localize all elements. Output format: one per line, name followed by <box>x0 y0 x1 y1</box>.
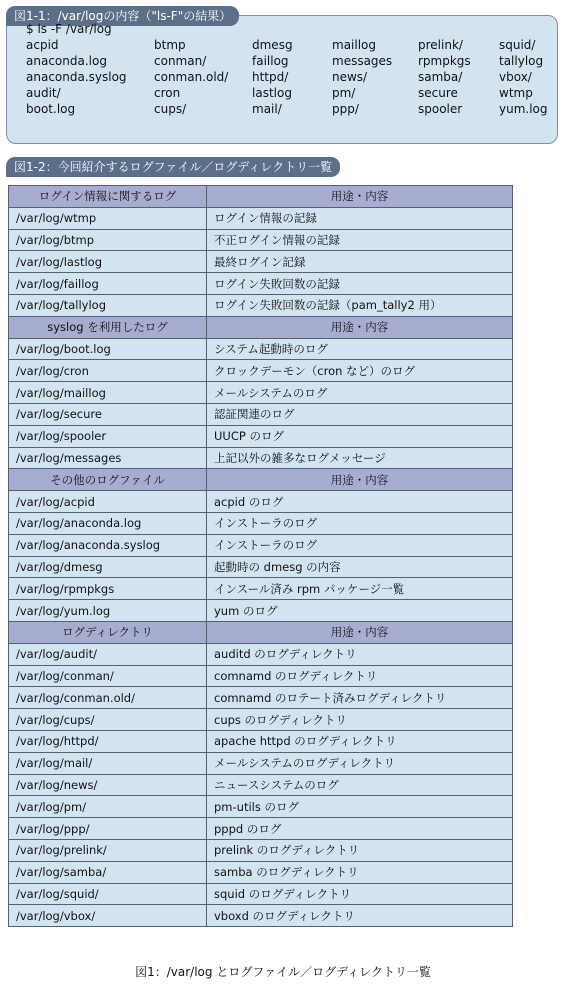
log-path: /var/log/lastlog <box>9 251 207 273</box>
section-title: ログイン情報に関するログ <box>9 186 207 208</box>
log-description: 最終ログイン記録 <box>207 251 513 273</box>
ls-entry: prelink/ <box>418 38 463 52</box>
log-path: /var/log/cups/ <box>9 709 207 731</box>
log-path: /var/log/prelink/ <box>9 839 207 861</box>
ls-entry: messages <box>332 54 393 68</box>
log-path: /var/log/spooler <box>9 425 207 447</box>
table-row <box>9 600 513 622</box>
ls-entry: conman.old/ <box>154 70 229 84</box>
log-path: /var/log/anaconda.syslog <box>9 534 207 556</box>
figure2-label: 図1-2：今回紹介するログファイル／ログディレクトリ一覧 <box>6 157 340 177</box>
ls-entry: acpid <box>26 38 59 52</box>
table-row <box>9 512 513 534</box>
table-row <box>9 403 513 425</box>
ls-entry: rpmpkgs <box>418 54 471 68</box>
log-path: /var/log/faillog <box>9 273 207 295</box>
ls-row <box>26 69 556 85</box>
log-description: メールシステムのログ <box>207 382 513 404</box>
section-column-header: 用途・内容 <box>207 316 513 338</box>
ls-entry: faillog <box>252 54 289 68</box>
ls-entry: ppp/ <box>332 102 359 116</box>
table-row <box>9 273 513 295</box>
log-description: ログイン失敗回数の記録 <box>207 273 513 295</box>
log-description: squid のログディレクトリ <box>207 883 513 905</box>
ls-listing <box>26 37 556 117</box>
table-row <box>9 338 513 360</box>
log-path: /var/log/anaconda.log <box>9 512 207 534</box>
table-row <box>9 447 513 469</box>
table-row <box>9 643 513 665</box>
table-row <box>9 556 513 578</box>
table-row <box>9 883 513 905</box>
section-column-header: 用途・内容 <box>207 469 513 491</box>
table-row <box>9 861 513 883</box>
ls-entry: lastlog <box>252 86 292 100</box>
log-path: /var/log/audit/ <box>9 643 207 665</box>
log-path: /var/log/acpid <box>9 491 207 513</box>
table-row <box>9 839 513 861</box>
figure1-label: 図1-1：/var/logの内容（"ls-F"の結果） <box>6 6 239 26</box>
log-path: /var/log/samba/ <box>9 861 207 883</box>
log-description: vboxd のログディレクトリ <box>207 905 513 927</box>
ls-entry: btmp <box>154 38 186 52</box>
ls-entry: cron <box>154 86 181 100</box>
log-description: システム起動時のログ <box>207 338 513 360</box>
ls-row <box>26 85 556 101</box>
ls-command: $ ls -F /var/log <box>26 22 112 36</box>
section-title: ログディレクトリ <box>9 621 207 643</box>
log-path: /var/log/mail/ <box>9 752 207 774</box>
table-row <box>9 665 513 687</box>
log-path: /var/log/ppp/ <box>9 818 207 840</box>
log-description: cups のログディレクトリ <box>207 709 513 731</box>
log-path: /var/log/yum.log <box>9 600 207 622</box>
log-table <box>8 185 513 927</box>
log-description: comnamd のログディレクトリ <box>207 665 513 687</box>
log-path: /var/log/pm/ <box>9 796 207 818</box>
section-header-row <box>9 621 513 643</box>
table-row <box>9 818 513 840</box>
ls-entry: pm/ <box>332 86 356 100</box>
section-header-row <box>9 186 513 208</box>
table-row <box>9 207 513 229</box>
table-row <box>9 534 513 556</box>
log-path: /var/log/httpd/ <box>9 730 207 752</box>
table-row <box>9 425 513 447</box>
ls-entry: secure <box>418 86 458 100</box>
table-row <box>9 709 513 731</box>
ls-row <box>26 101 556 117</box>
section-header-row <box>9 469 513 491</box>
log-description: 不正ログイン情報の記録 <box>207 229 513 251</box>
log-path: /var/log/cron <box>9 360 207 382</box>
log-path: /var/log/tallylog <box>9 294 207 316</box>
log-description: UUCP のログ <box>207 425 513 447</box>
log-description: 上記以外の雑多なログメッセージ <box>207 447 513 469</box>
section-title: syslog を利用したログ <box>9 316 207 338</box>
ls-entry: mail/ <box>252 102 282 116</box>
table-row <box>9 578 513 600</box>
log-description: yum のログ <box>207 600 513 622</box>
log-description: comnamd のロテート済みログディレクトリ <box>207 687 513 709</box>
ls-entry: anaconda.syslog <box>26 70 127 84</box>
ls-entry: wtmp <box>499 86 533 100</box>
log-description: メールシステムのログディレクトリ <box>207 752 513 774</box>
ls-entry: dmesg <box>252 38 293 52</box>
ls-entry: maillog <box>332 38 377 52</box>
ls-entry: spooler <box>418 102 463 116</box>
section-header-row <box>9 316 513 338</box>
log-description: インストーラのログ <box>207 512 513 534</box>
table-row <box>9 687 513 709</box>
ls-row <box>26 53 556 69</box>
log-description: ニュースシステムのログ <box>207 774 513 796</box>
log-path: /var/log/secure <box>9 403 207 425</box>
log-path: /var/log/dmesg <box>9 556 207 578</box>
ls-entry: samba/ <box>418 70 463 84</box>
ls-entry: news/ <box>332 70 368 84</box>
log-path: /var/log/maillog <box>9 382 207 404</box>
log-description: apache httpd のログディレクトリ <box>207 730 513 752</box>
table-row <box>9 752 513 774</box>
table-row <box>9 491 513 513</box>
ls-entry: boot.log <box>26 102 76 116</box>
ls-entry: squid/ <box>499 38 536 52</box>
log-path: /var/log/conman.old/ <box>9 687 207 709</box>
log-description: インストーラのログ <box>207 534 513 556</box>
log-path: /var/log/conman/ <box>9 665 207 687</box>
log-description: ログイン情報の記録 <box>207 207 513 229</box>
ls-entry: conman/ <box>154 54 207 68</box>
log-path: /var/log/vbox/ <box>9 905 207 927</box>
log-path: /var/log/btmp <box>9 229 207 251</box>
section-column-header: 用途・内容 <box>207 621 513 643</box>
table-row <box>9 251 513 273</box>
log-description: prelink のログディレクトリ <box>207 839 513 861</box>
ls-entry: audit/ <box>26 86 61 100</box>
log-path: /var/log/rpmpkgs <box>9 578 207 600</box>
ls-entry: yum.log <box>499 102 548 116</box>
table-row <box>9 774 513 796</box>
log-description: インスール済み rpm パッケージ一覧 <box>207 578 513 600</box>
table-row <box>9 905 513 927</box>
log-path: /var/log/news/ <box>9 774 207 796</box>
log-description: samba のログディレクトリ <box>207 861 513 883</box>
section-column-header: 用途・内容 <box>207 186 513 208</box>
log-description: 起動時の dmesg の内容 <box>207 556 513 578</box>
table-row <box>9 730 513 752</box>
ls-entry: cups/ <box>154 102 187 116</box>
table-row <box>9 229 513 251</box>
ls-row <box>26 37 556 53</box>
log-description: acpid のログ <box>207 491 513 513</box>
figure-caption: 図1：/var/log とログファイル／ログディレクトリ一覧 <box>135 965 431 979</box>
log-description: pppd のログ <box>207 818 513 840</box>
table-row <box>9 360 513 382</box>
log-path: /var/log/wtmp <box>9 207 207 229</box>
log-path: /var/log/squid/ <box>9 883 207 905</box>
ls-entry: httpd/ <box>252 70 289 84</box>
log-description: 認証関連のログ <box>207 403 513 425</box>
log-path: /var/log/boot.log <box>9 338 207 360</box>
table-row <box>9 382 513 404</box>
section-title: その他のログファイル <box>9 469 207 491</box>
log-description: auditd のログディレクトリ <box>207 643 513 665</box>
ls-entry: vbox/ <box>499 70 532 84</box>
log-description: ログイン失敗回数の記録（pam_tally2 用） <box>207 294 513 316</box>
log-description: クロックデーモン（cron など）のログ <box>207 360 513 382</box>
ls-entry: tallylog <box>499 54 544 68</box>
ls-entry: anaconda.log <box>26 54 107 68</box>
log-path: /var/log/messages <box>9 447 207 469</box>
table-row <box>9 294 513 316</box>
log-description: pm-utils のログ <box>207 796 513 818</box>
table-row <box>9 796 513 818</box>
